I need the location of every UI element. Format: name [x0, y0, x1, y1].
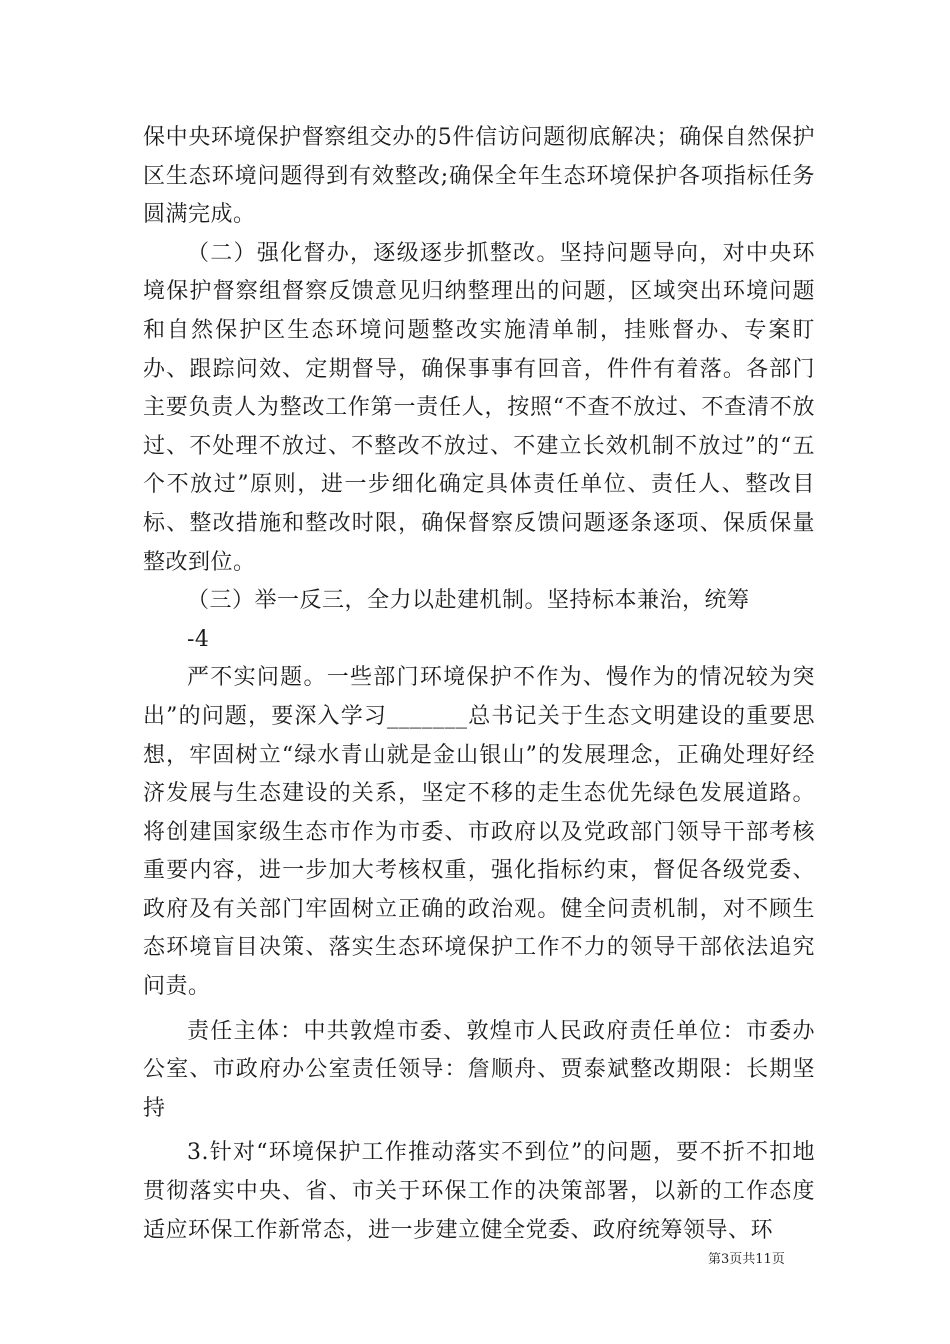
page-footer: 第3页共11页: [708, 1252, 785, 1267]
paragraph-5: 责任主体：中共敦煌市委、敦煌市人民政府责任单位：市委办公室、市政府办公室责任领导：詹顺舟、贾泰斌整改期限：长期坚持: [143, 1018, 815, 1121]
paragraph-2: （二）强化督办，逐级逐步抓整改。坚持问题导向，对中央环境保护督察组督察反馈意见归纳整理出的问题，区域突出环境问题和自然保护区生态环境问题整改实施清单制，挂账督办、专案盯办、跟踪问效、定期督导，确保事事有回音，件件有着落。各部门主要负责人为整改工作第一责任人，按照“不查不放过、不查清不放过、不处理不放过、不整改不放过、不建立长效机制不放过”的“五个不放过”原则，进一步细化确定具体责任单位、责任人、整改目标、整改措施和整改时限，确保督察反馈问题逐条逐项、保质保量整改到位。: [143, 240, 815, 575]
document-body: [143, 119, 815, 1250]
paragraph-3: （三）举一反三，全力以赴建机制。坚持标本兼治，统筹: [187, 588, 750, 614]
paragraph-1: 保中央环境保护督察组交办的5件信访问题彻底解决；确保自然保护区生态环境问题得到有效整改;确保全年生态环境保护各项指标任务圆满完成。: [143, 125, 815, 228]
inline-page-marker: -4: [187, 626, 210, 652]
paragraph-4: 严不实问题。一些部门环境保护不作为、慢作为的情况较为突出”的问题，要深入学习_______总书记关于生态文明建设的重要思想，牢固树立“绿水青山就是金山银山”的发展理念，正确处理好经济发展与生态建设的关系，坚定不移的走生态优先绿色发展道路。将创建国家级生态市作为市委、市政府以及党政部门领导干部考核重要内容，进一步加大考核权重，强化指标约束，督促各级党委、政府及有关部门牢固树立正确的政治观。健全问责机制，对不顾生态环境盲目决策、落实生态环境保护工作不力的领导干部依法追究问责。: [143, 665, 815, 1000]
paragraph-6: 3.针对“环境保护工作推动落实不到位”的问题，要不折不扣地贯彻落实中央、省、市关于环保工作的决策部署，以新的工作态度适应环保工作新常态，进一步建立健全党委、政府统筹领导、环: [143, 1140, 815, 1243]
